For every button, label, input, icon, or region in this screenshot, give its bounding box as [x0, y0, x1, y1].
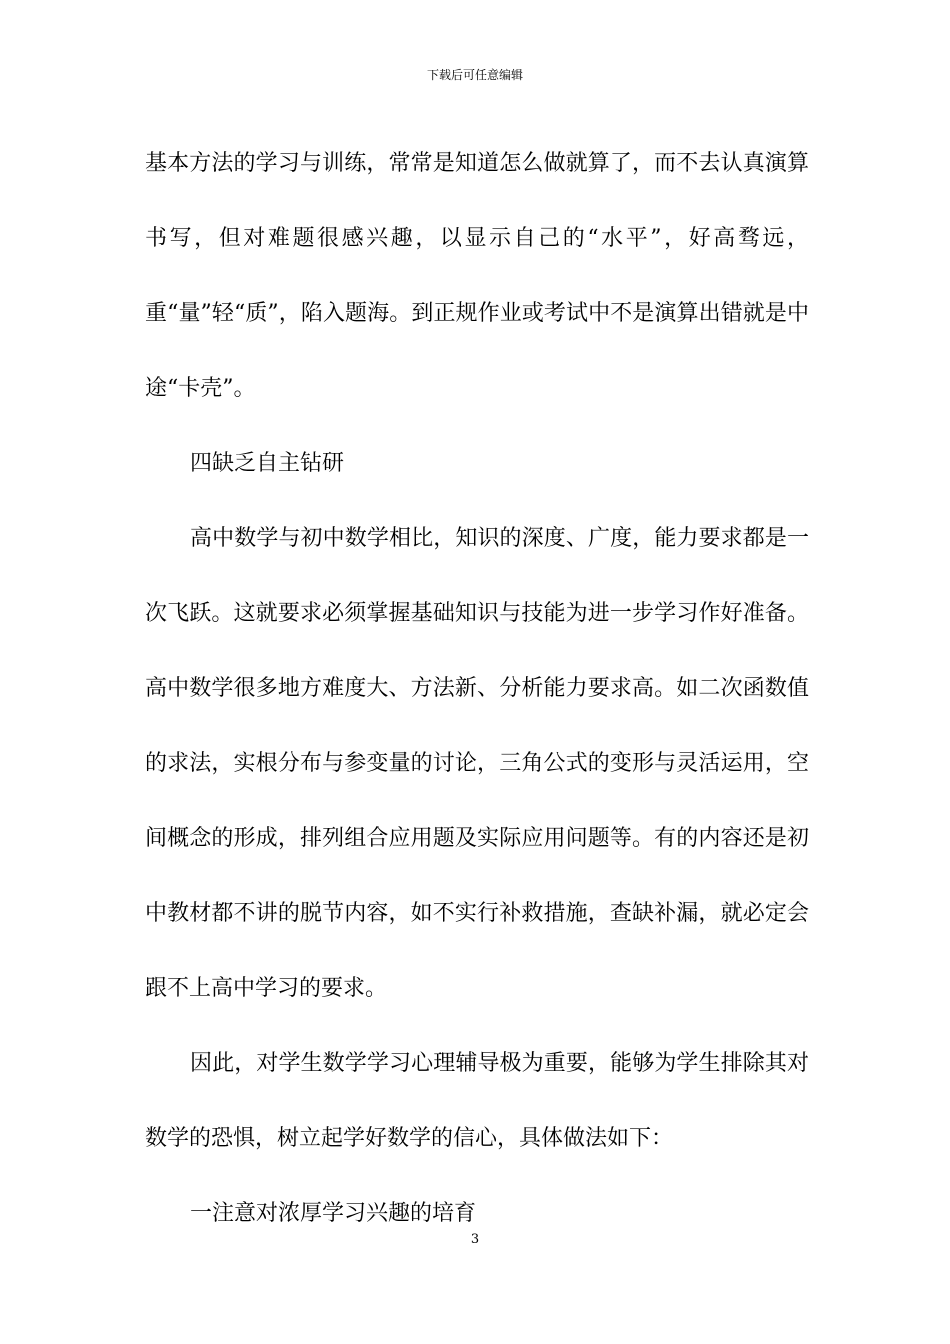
section-heading-1: 一注意对浓厚学习兴趣的培育 — [190, 1201, 477, 1226]
section-heading-4: 四缺乏自主钻研 — [190, 451, 345, 476]
page-number: 3 — [470, 1232, 480, 1247]
paragraph-3: 因此，对学生数学学习心理辅导极为重要，能够为学生排除其对数学的恐惧，树立起学好数学的信心，具体做法如下： — [145, 1051, 809, 1151]
paragraph-1: 基本方法的学习与训练，常常是知道怎么做就算了，而不去认真演算书写，但对难题很感兴趣，以显示自己的“水平”，好高骛远，重“量”轻“质”，陷入题海。到正规作业或考试中不是演算出错就是中途“卡壳”。 — [145, 151, 809, 401]
paragraph-2: 高中数学与初中数学相比，知识的深度、广度，能力要求都是一次飞跃。这就要求必须掌握基础知识与技能为进一步学习作好准备。高中数学很多地方难度大、方法新、分析能力要求高。如二次函数值的求法，实根分布与参变量的讨论，三角公式的变形与灵活运用，空间概念的形成，排列组合应用题及实际应用问题等。有的内容还是初中教材都不讲的脱节内容，如不实行补救措施，查缺补漏，就必定会跟不上高中学习的要求。 — [145, 526, 809, 1001]
document-body — [145, 126, 809, 1251]
page-header: 下载后可任意编辑 — [426, 68, 523, 82]
